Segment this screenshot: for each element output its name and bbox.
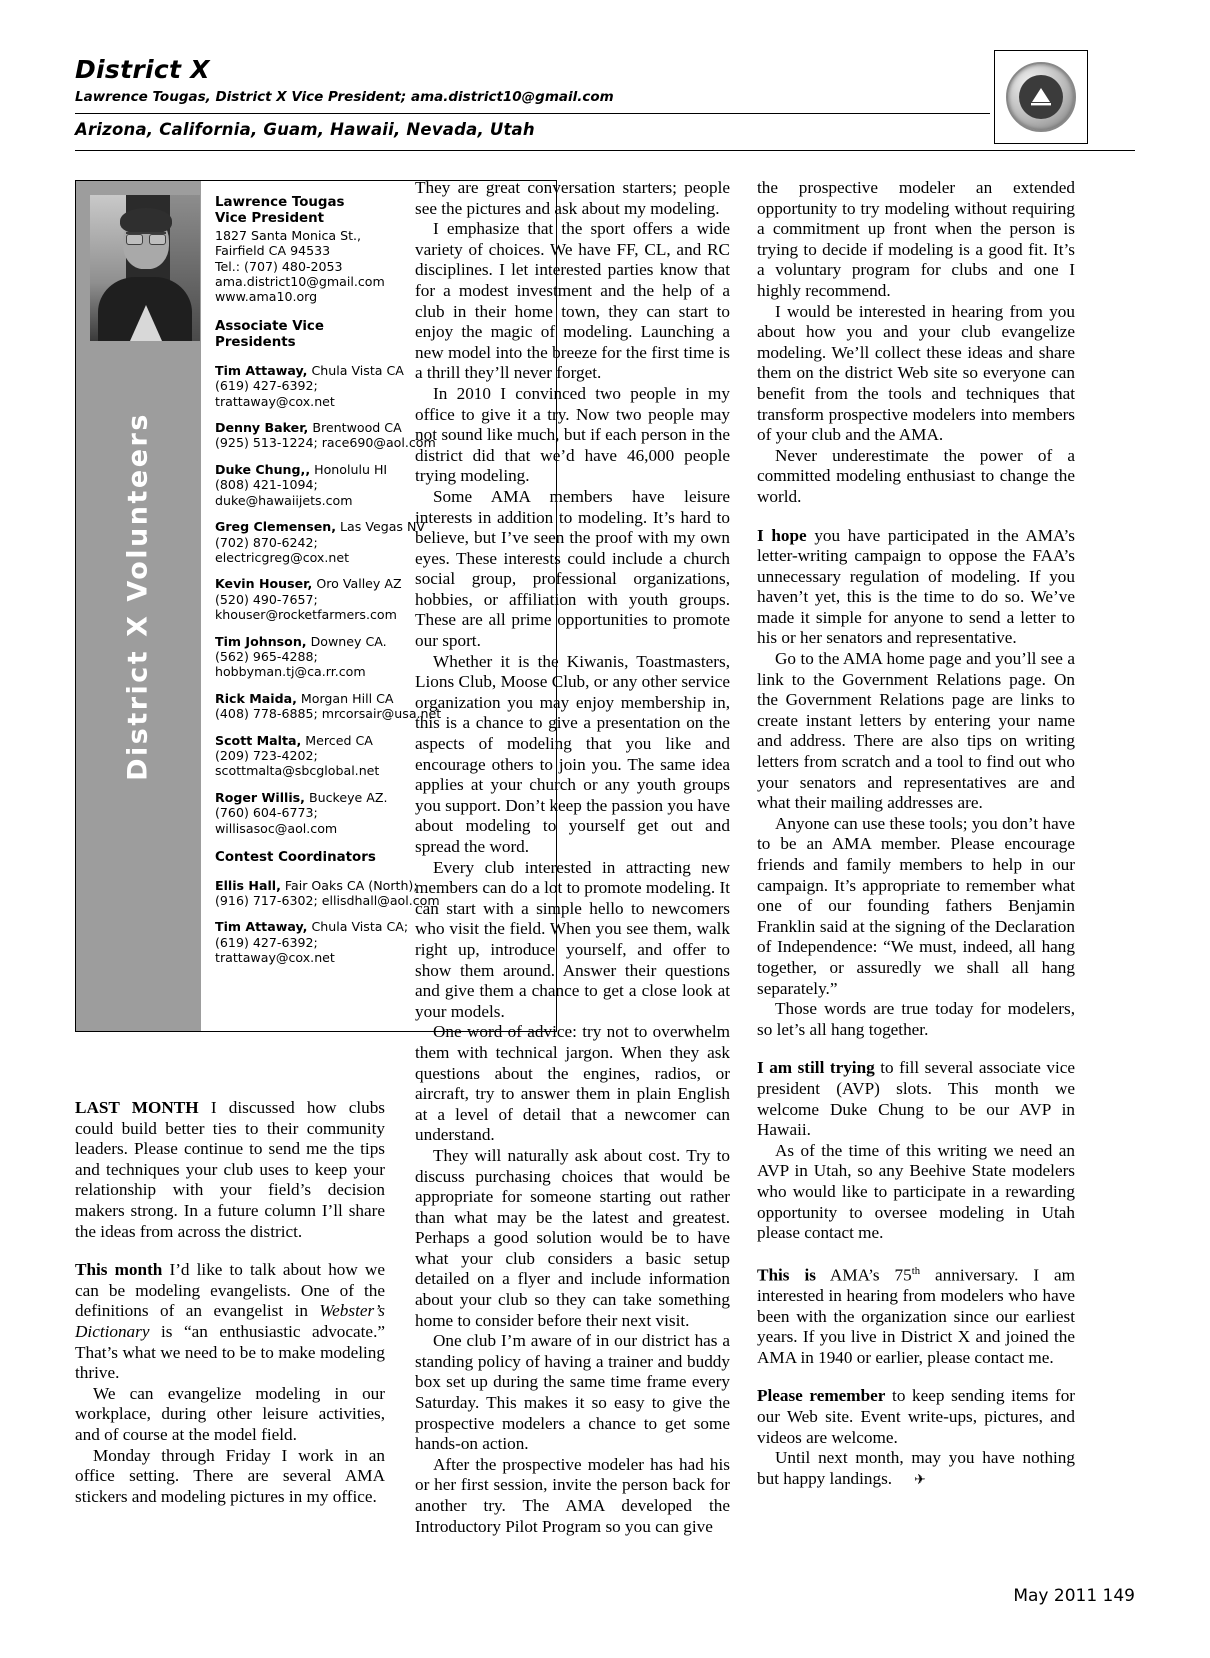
avp-city: Chula Vista CA	[311, 362, 404, 378]
sidebar-band-label: District X Volunteers	[122, 412, 154, 781]
paragraph: One club I’m aware of in our district has a standing policy of having a trainer and buddy box set up during the same time frame every Saturday. This makes it so easy to give the prospective modelers a chance to get some hands-on action.	[415, 1331, 730, 1454]
avp-phone: (760) 604-6773;	[215, 805, 318, 821]
paragraph: They will naturally ask about cost. Try to discuss purchasing choices that would be appropriate for someone starting out rather than what may be the latest and greatest. Perhaps a good solution would be to have what your club considers a basic setup detailed on a flyer and include information about your club so they can take something home to consider before their next visit.	[415, 1145, 730, 1330]
paragraph	[757, 1386, 1075, 1448]
avp-phone: (702) 870-6242;	[215, 534, 318, 550]
coordinator-city: Chula Vista CA;	[311, 919, 409, 935]
paragraph-text: is “an enthusiastic advocate.” That’s what we need to be to make modeling thrive.	[75, 1321, 385, 1383]
avp-city: Downey CA.	[310, 633, 387, 649]
paragraph-text: to fill several associate vice president (AVP) slots. This month we welcome Duke Chung to be our AVP in Hawaii.	[757, 1058, 1076, 1140]
paragraph-text: I’d like to talk about how we can be modeling evangelists. One of the definitions of an evangelist in	[75, 1260, 385, 1321]
avp-city: Morgan Hill CA	[300, 690, 394, 706]
airplane-end-icon: ✈	[914, 1472, 926, 1488]
article-column-2	[415, 178, 730, 1537]
avp-email[interactable]: electricgreg@cox.net	[215, 549, 350, 565]
logo-outer-ring	[1006, 62, 1076, 132]
contest-coordinators-heading: Contest Coordinators	[215, 850, 376, 865]
paragraph	[757, 1058, 1075, 1140]
avp-phone: (562) 965-4288;	[215, 648, 318, 664]
avp-phone: (520) 490-7657;	[215, 591, 318, 607]
paragraph-text: Until next month, may you have nothing but happy landings.	[757, 1448, 1075, 1488]
avp-name: Kevin Houser,	[215, 576, 313, 592]
article-column-1	[75, 1098, 385, 1507]
header-byline: Lawrence Tougas, District X Vice President; ama.district10@gmail.com	[75, 89, 614, 105]
avp-phone: (808) 421-1094;	[215, 477, 318, 493]
coordinator-phone: (916) 717-6302; ellisdhall@aol.com	[215, 893, 440, 908]
paragraph-lead: Please remember	[757, 1386, 886, 1406]
paragraph: We can evangelize modeling in our workplace, during other leisure activities, and of course at the model field.	[75, 1383, 385, 1444]
avp-heading-line-1: Associate Vice	[215, 318, 324, 334]
coordinator-name: Tim Attaway,	[215, 919, 308, 935]
avp-name: Scott Malta,	[215, 732, 302, 748]
paragraph-lead: This is	[757, 1265, 816, 1285]
paragraph: Go to the AMA home page and you’ll see a link to the Government Relations page. On the Government Relations page are links to create instant letters by entering your name and address. There are also tips on writing letters from scratch and a tool to find out who your senators and representatives are and what their mailing addresses are.	[757, 649, 1075, 813]
avp-city: Oro Valley AZ	[316, 576, 402, 592]
paragraph: Those words are true today for modelers, so let’s all hang together.	[757, 999, 1075, 1039]
paragraph: Every club interested in attracting new members can do a lot to promote modeling. It can start with a simple hello to newcomers who visit the field. When you see them, walk right up, introduce yourself, and offer to show them around. Answer their questions and give them a chance to get a close look at your models.	[415, 857, 730, 1021]
avp-name: Denny Baker,	[215, 420, 309, 436]
ama-seal-logo	[994, 50, 1088, 144]
page-title: District X	[75, 55, 210, 84]
paragraph: As of the time of this writing we need an AVP in Utah, so any Beehive State modelers who would like to participate in a rewarding opportunity to oversee modeling in Utah please contact me.	[757, 1140, 1075, 1243]
paragraph: After the prospective modeler has had his or her first session, invite the person back for another try. The AMA developed the Introductory Pilot Program so you can give	[415, 1454, 730, 1536]
paragraph	[757, 526, 1075, 650]
avatar	[90, 195, 200, 341]
paragraph: Monday through Friday I work in an office setting. There are several AMA stickers and modeling pictures in my office.	[75, 1445, 385, 1506]
avp-city: Buckeye AZ.	[308, 789, 388, 805]
avp-name: Greg Clemensen,	[215, 519, 337, 535]
header-states: Arizona, California, Guam, Hawaii, Nevada, Utah	[75, 120, 535, 139]
article-column-3	[757, 178, 1075, 1491]
paragraph-text: I discussed how clubs could build better ties to their community leaders. Please continue to send me the tips and techniques your club uses to keep your relationship with your field’s decision makers strong. In a future column I’ll share the ideas from across the district.	[75, 1098, 385, 1241]
contact-title: Vice President	[215, 211, 325, 227]
paragraph: They are great conversation starters; people see the pictures and ask about my modeling.	[415, 178, 730, 218]
avp-name: Tim Johnson,	[215, 633, 307, 649]
paragraph: In 2010 I convinced two people in my office to give it a try. Now two people may not sound like much, but if each person in the district did that we’d have 46,000 people trying modeling.	[415, 383, 730, 486]
avp-city: Brentwood CA	[312, 420, 402, 436]
avp-name: Tim Attaway,	[215, 362, 308, 378]
avp-phone: (925) 513-1224; race690@aol.com	[215, 435, 436, 451]
paragraph: Anyone can use these tools; you don’t have to be an AMA member. Please encourage friends and family members to help in our campaign. It’s appropriate to remember what one of our founding fathers Benjamin Franklin said at the signing of the Declaration of Independence: “We must, indeed, all hang together, or assuredly we shall all hang separately.”	[757, 813, 1075, 998]
paragraph-text: you have participated in the AMA’s letter-writing campaign to oppose the FAA’s unnecessary regulation of modeling. If you haven’t yet, this is the time to do so. We’ve made it simple for anyone to send a letter to his or her senators and representative.	[757, 525, 1075, 648]
paragraph-lead: This month	[75, 1260, 163, 1280]
book-title: Webster’s Dictionary	[75, 1301, 385, 1341]
ordinal-suffix: th	[911, 1265, 921, 1277]
paragraph	[757, 1262, 1075, 1369]
avp-city: Merced CA	[305, 732, 373, 748]
avp-city: Las Vegas NV	[340, 519, 426, 535]
paragraph	[75, 1260, 385, 1384]
paragraph: I emphasize that the sport offers a wide variety of choices. We have FF, CL, and RC disciplines. I let interested parties know that for a modest investment and the help of a club in their home town, they can start to enjoy the magic of modeling. Launching a new model into the breeze for the first time is a thrill they’ll never forget.	[415, 219, 730, 383]
paragraph: Whether it is the Kiwanis, Toastmasters, Lions Club, Moose Club, or any other service organization you may enjoy membership in, this is a chance to give a presentation on the aspects of modeling that you like and encourage others to join you. The same idea applies at your church or any youth groups you support. Don’t keep the passion you have about modeling to yourself get out and spread the word.	[415, 651, 730, 856]
contact-address-2: Fairfield CA 94533	[215, 243, 331, 259]
avp-name: Rick Maida,	[215, 690, 297, 706]
contact-email[interactable]: ama.district10@gmail.com	[215, 274, 385, 290]
avp-phone: (408) 778-6885; mrcorsair@usa.net	[215, 706, 442, 722]
contact-phone: Tel.: (707) 480-2053	[215, 258, 343, 274]
avp-name: Roger Willis,	[215, 789, 305, 805]
avp-heading-line-2: Presidents	[215, 335, 296, 351]
paragraph	[75, 1098, 385, 1242]
paragraph-text: to keep sending items for our Web site. Event write-ups, pictures, and videos are welcome.	[757, 1386, 1076, 1447]
paragraph-lead: LAST MONTH	[75, 1098, 199, 1117]
avp-phone: (209) 723-4202;	[215, 747, 318, 763]
paragraph: One word of advice: try not to overwhelm them with technical jargon. When they ask questions about the engines, radios, or aircraft, try to answer them in plain English at a level of detail that a newcomer can understand.	[415, 1022, 730, 1145]
paragraph: the prospective modeler an extended opportunity to try modeling without requiring a commitment up front when the person is trying to decide if modeling is a good fit. It’s a voluntary program for clubs and one I highly recommend.	[757, 178, 1075, 300]
header-divider-2	[75, 150, 1135, 151]
page-footer: May 2011 149	[1013, 1586, 1135, 1606]
paragraph-lead: I am still trying	[757, 1058, 875, 1078]
header-divider	[75, 113, 990, 114]
paragraph-lead: I hope	[757, 525, 807, 545]
paragraph: Some AMA members have leisure interests in addition to modeling. It’s hard to believe, but I’ve seen the proof with my own eyes. These interests could include a church social group, professional organizations, hobbies, or affiliation with youth groups. These are all prime opportunities to promote our sport.	[415, 486, 730, 651]
paragraph-text: anniversary. I am interested in hearing from modelers who have been with the organization since our earliest years. If you live in District X and joined the AMA in 1940 or earlier, please contact me.	[757, 1265, 1076, 1367]
avp-email[interactable]: khouser@rocketfarmers.com	[215, 607, 397, 623]
contact-website[interactable]: www.ama10.org	[215, 289, 318, 305]
avp-phone: (619) 427-6392;	[215, 378, 318, 394]
contact-address-1: 1827 Santa Monica St.,	[215, 227, 362, 243]
paragraph: I would be interested in hearing from you about how you and your club evangelize modeling. We’ll collect these ideas and share them on the district Web site so everyone can benefit from the tools and techniques that transform prospective modelers into members of your club and the AMA.	[757, 301, 1075, 445]
coordinator-phone: (619) 427-6392;	[215, 934, 318, 950]
coordinator-city: Fair Oaks CA (North);	[284, 877, 418, 893]
coordinator-email[interactable]: trattaway@cox.net	[215, 950, 335, 966]
paragraph	[757, 1448, 1075, 1491]
avp-email[interactable]: scottmalta@sbcglobal.net	[215, 763, 380, 779]
avp-email[interactable]: duke@hawaiijets.com	[215, 492, 353, 508]
logo-inner-disc	[1019, 75, 1063, 119]
avp-email[interactable]: willisasoc@aol.com	[215, 820, 338, 836]
avp-email[interactable]: hobbyman.tj@ca.rr.com	[215, 664, 366, 680]
page-header	[75, 55, 1135, 105]
paragraph: Never underestimate the power of a committed modeling enthusiast to change the world.	[757, 445, 1075, 506]
contact-name: Lawrence Tougas	[215, 195, 345, 210]
avp-email[interactable]: trattaway@cox.net	[215, 393, 335, 409]
avp-name: Duke Chung,,	[215, 461, 311, 477]
avp-city: Honolulu HI	[314, 461, 388, 477]
paragraph-text: AMA’s 75	[815, 1265, 912, 1285]
coordinator-name: Ellis Hall,	[215, 877, 281, 893]
